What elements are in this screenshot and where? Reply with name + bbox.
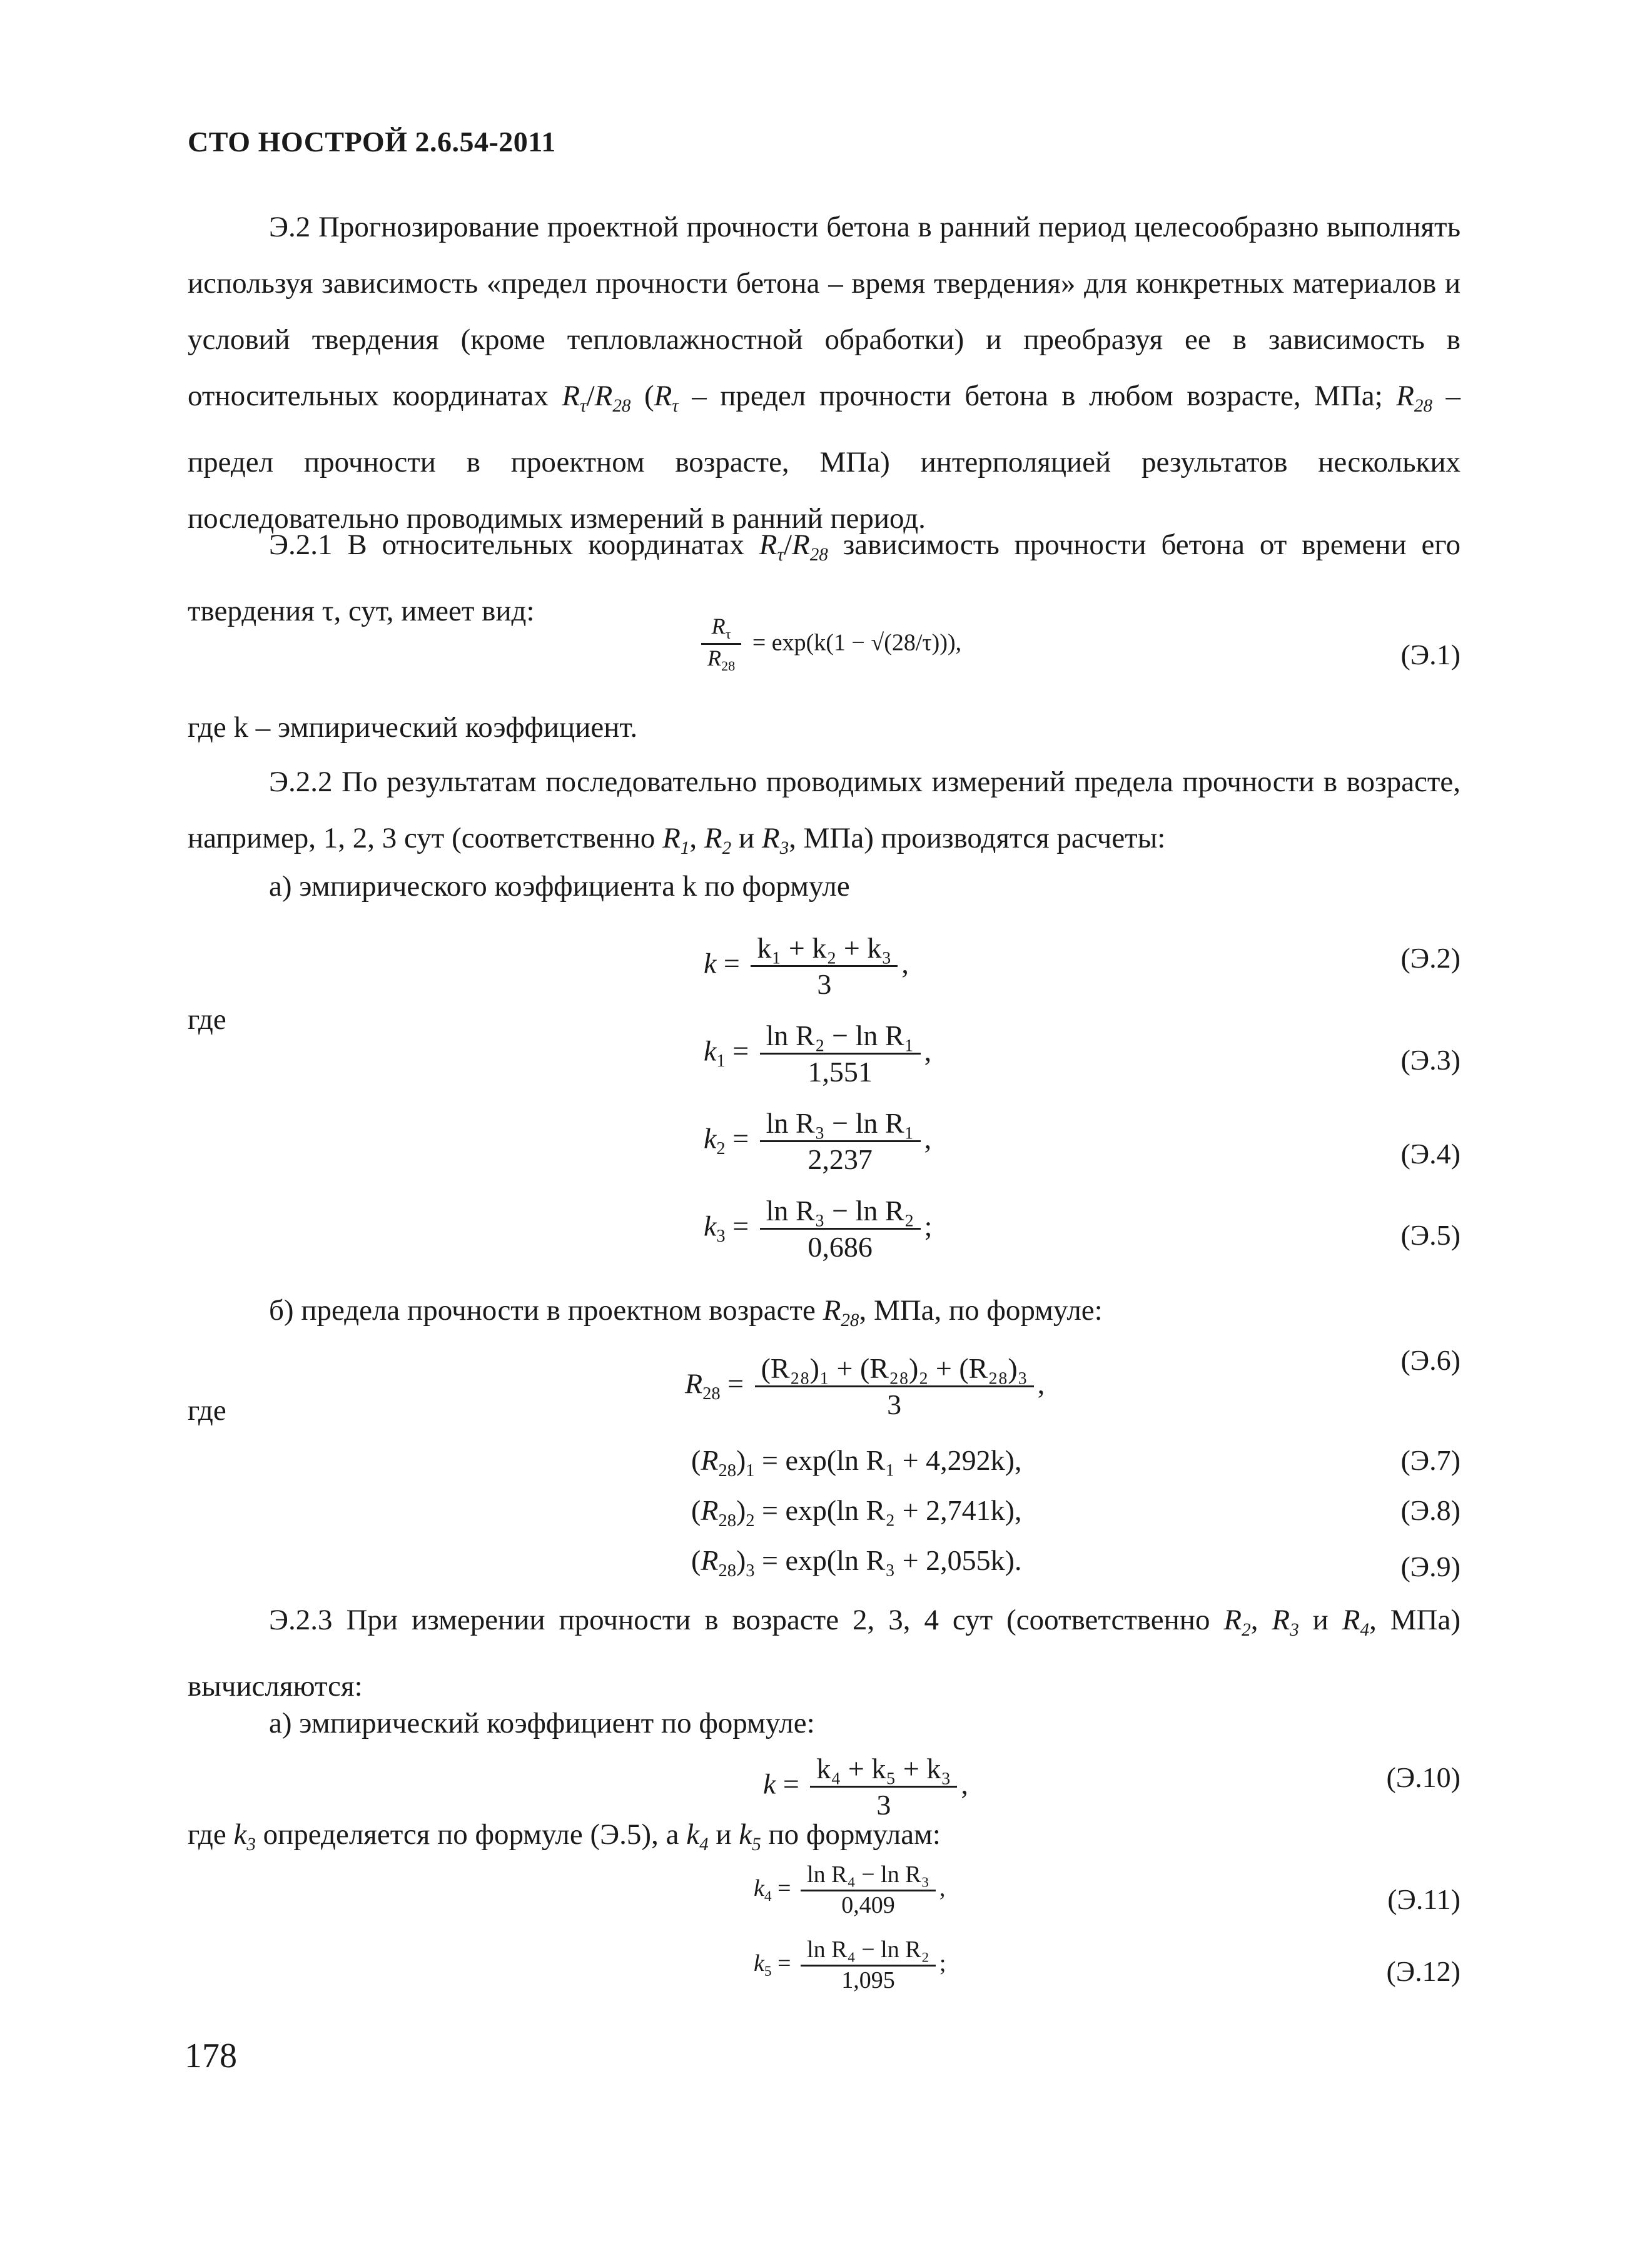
formula-e12: $k_5$ = $\frac{\text{ln R₄ − ln R₂}}{1,095}$ ; (754, 1936, 946, 1993)
equation-number-e8: (Э.8) (1400, 1494, 1460, 1526)
formula-e10: k = $\frac{\text{k₄ + k₅ + k₃}}{3}$ , (763, 1753, 968, 1821)
formula-e3: $k_1$ = $\frac{\text{ln R₂ − ln R₁}}{1,551}$ , (704, 1020, 932, 1088)
item-b-strength: б) предела прочности в проектном возрасте $R_{28}$, МПа, по формуле: (269, 1294, 1103, 1331)
formula-e1: $\frac{R_\tau}{R_{28}}$ = exp(k(1 − √(28/τ))), (697, 613, 961, 674)
formula-e7: $(R_{28})_1 = \exp(\ln$ R₁ + 4,292k), (691, 1444, 1022, 1481)
document-header: СТО НОСТРОЙ 2.6.54-2011 (188, 126, 556, 158)
formula-e8: $(R_{28})_2 = \exp(\ln$ R₂ + 2,741k), (691, 1494, 1022, 1531)
equation-number-e3: (Э.3) (1400, 1044, 1460, 1076)
formula-e2: k = $\frac{\text{k₁ + k₂ + k₃}}{3}$ , (704, 932, 909, 1001)
formula-e5: $k_3$ = $\frac{\text{ln R₃ − ln R₂}}{0,686}$ ; (704, 1195, 933, 1263)
equation-number-e1: (Э.1) (1400, 639, 1460, 671)
paragraph-e21: Э.2.1 В относительных координатах $R_\tau/R_{28}$ зависимость прочности бетона от времени его твердения τ, сут, имеет вид: (188, 529, 1460, 628)
equation-number-e6: (Э.6) (1400, 1344, 1460, 1376)
equation-number-e4: (Э.4) (1400, 1138, 1460, 1170)
equation-number-e12: (Э.12) (1386, 1955, 1460, 1987)
item-a-coefficient: а) эмпирического коэффициента k по формуле (269, 870, 850, 903)
equation-number-e2: (Э.2) (1400, 942, 1460, 974)
where-k-line: где k – эмпирический коэффициент. (188, 711, 638, 744)
formula-e11: $k_4$ = $\frac{\text{ln R₄ − ln R₃}}{0,409}$ , (754, 1861, 946, 1918)
equation-number-e10: (Э.10) (1386, 1761, 1460, 1793)
item-a-coefficient-2: а) эмпирический коэффициент по формуле: (269, 1707, 815, 1739)
paragraph-e23: Э.2.3 При измерении прочности в возрасте 2, 3, 4 сут (соответственно $R_2$, $R_3$ и $R_4$, МПа) вычисляются: (188, 1604, 1461, 1703)
paragraph-e22: Э.2.2 По результатам последовательно проводимых измерений предела прочности в возрасте, например, 1, 2, 3 сут (соответственно $R_1$, $R_2$ и $R_3$, МПа) производятся расчеты: (188, 766, 1460, 859)
equation-number-e7: (Э.7) (1400, 1444, 1460, 1476)
equation-number-e9: (Э.9) (1400, 1551, 1460, 1582)
formula-e4: $k_2$ = $\frac{\text{ln R₃ − ln R₁}}{2,237}$ , (704, 1107, 932, 1176)
paragraph-e2: Э.2 Прогнозирование проектной прочности бетона в ранний период целесообразно выполнять используя зависимость «предел прочности бетона – время твердения» для конкретных материалов и условий твердения (кроме тепловлажностной обработки) и преобразуя ее в зависимость в относительных координатах $R_\tau/R_{28}$ ($R_\tau$ – предел прочности бетона в любом возрасте, МПа; $R_{28}$ – предел прочности в проектном возрасте, МПа) интерполяцией результатов нескольких последовательно проводимых измерений в ранний период. (188, 211, 1461, 535)
where-label-1: где (188, 1003, 226, 1036)
formula-e6: $R_{28}$ = $\frac{\text{(R₂₈)₁ + (R₂₈)₂ + (R₂₈)₃}}{3}$ , (685, 1352, 1045, 1421)
where-k3-line: где $k_3$ определяется по формуле (Э.5), а $k_4$ и $k_5$ по формулам: (188, 1818, 941, 1855)
where-label-2: где (188, 1394, 226, 1427)
equation-number-e11: (Э.11) (1387, 1883, 1460, 1915)
equation-number-e5: (Э.5) (1400, 1219, 1460, 1251)
formula-e9: $(R_{28})_3 = \exp(\ln$ R₃ + 2,055k). (691, 1544, 1022, 1581)
page-number: 178 (185, 2037, 237, 2075)
